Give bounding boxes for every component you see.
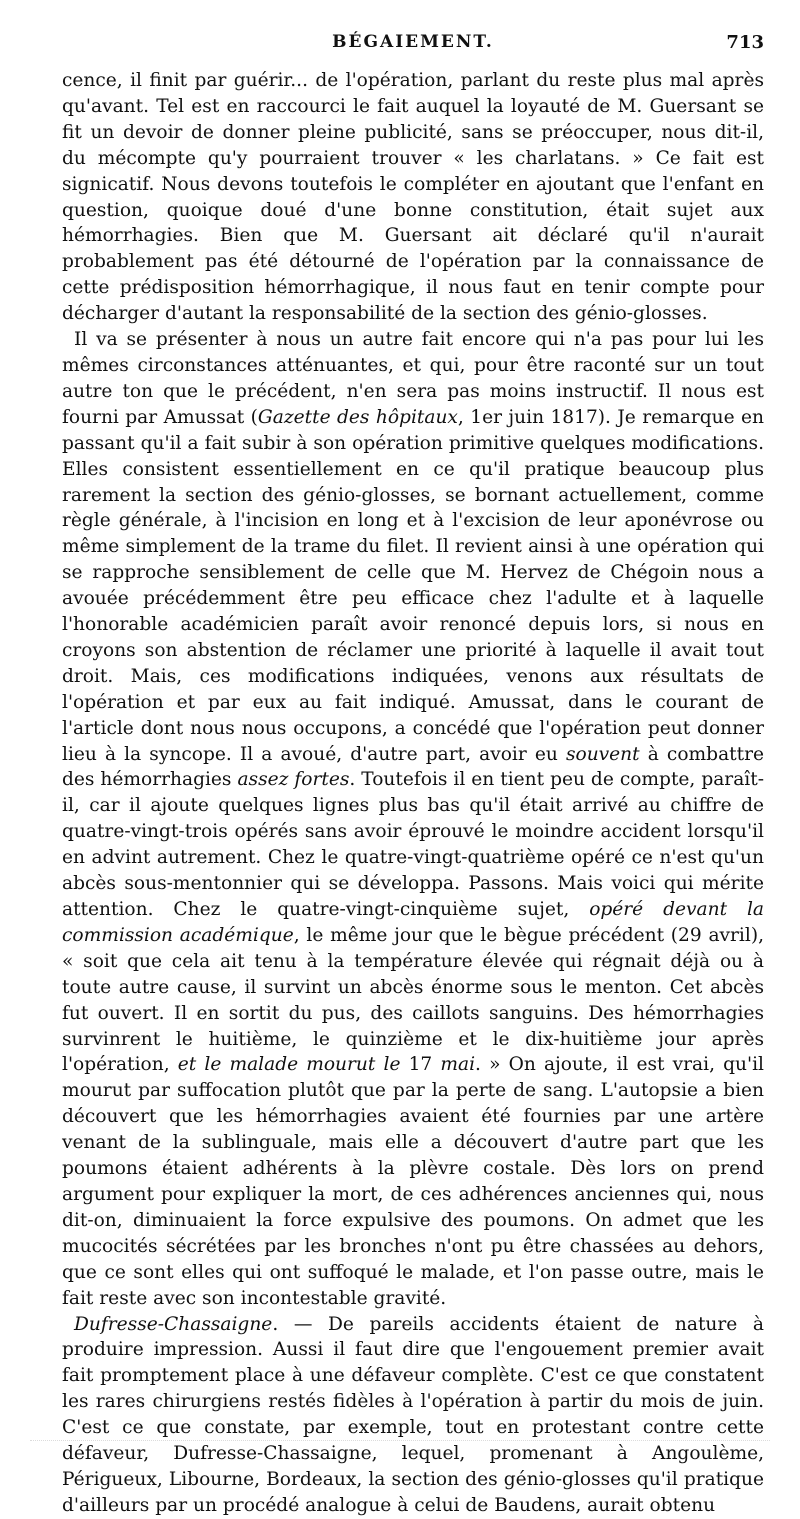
italic-run: assez fortes (237, 769, 350, 791)
text-run: à combattre des hémorrhagies (62, 743, 764, 791)
text-run: Il va se présenter à nous un autre fait encore qui n'a pas pour lui les mêmes circonstances atténuantes, et qui, pour être raconté sur un tout autre ton que le précédent, n'en sera pas moins instructif. Il nous est fourni par Amussat ( (62, 329, 764, 428)
italic-run: souvent (565, 743, 640, 765)
text-run: 17 (400, 1054, 441, 1076)
italic-run: opéré devant la commission académique (62, 899, 764, 946)
text-run: . Toutefois il en tient peu de compte, paraît-il, car il ajoute quelques lignes plus bas qu'il était arrivé au chiffre de quatre-vingt-trois opérés sans avoir éprouvé le moindre accident lorsqu'il en advint autrement. Chez le quatre-vingt-quatrième opéré ce n'est qu'un abcès sous-mentonnier qui se développa. Passons. Mais voici qui mérite attention. Chez le quatre-vingt-cinquième sujet, (62, 769, 764, 920)
paragraph (62, 68, 764, 327)
italic-run: Dufresse-Chassaigne (74, 1313, 273, 1335)
page-bottom-rule (30, 1440, 770, 1451)
paragraph (62, 1312, 764, 1519)
text-run: , le même jour que le bègue précédent (29 avril), « soit que cela ait tenu à la température élevée qui régnait déjà ou à toute autre cause, il survint un abcès énorme sous le menton. Cet abcès fut ouvert. Il en sortit du pus, des caillots sanguins. Des hémorrhagies survinrent le huitième, le quinzième et le dix-huitième jour après l'opération, (62, 924, 764, 1076)
text-run: . » On ajoute, il est vrai, qu'il mourut par suffocation plutôt que par la perte de sang. L'autopsie a bien découvert que les hémorrhagies avaient été fournies par une artère venant de la sublinguale, mais elle a découvert d'autre part que les poumons étaient adhérents à la plèvre costale. Dès lors on prend argument pour expliquer la mort, de ces adhérences anciennes qui, nous dit-on, diminuaient la force expulsive des poumons. On admet que les mucocités sécrétées par les bronches n'ont pu être chassées au dehors, que ce sont elles qui ont suffoqué le malade, et l'on passe outre, mais le fait reste avec son incontestable gravité. (62, 1054, 764, 1309)
body-text (62, 68, 764, 1519)
italic-run: Gazette des hôpitaux (257, 406, 458, 428)
text-run: cence, il finit par guérir... de l'opération, parlant du reste plus mal après qu'avant. Tel est en raccourci le fait auquel la loyauté de M. Guersant se fit un devoir de donner pleine publicité, sans se préoccuper, nous dit-il, du mécompte qu'y pourraient trouver « les charlatans. » Ce fait est signicatif. Nous devons toutefois le compléter en ajoutant que l'enfant en question, quoique doué d'une bonne constitution, était sujet aux hémorrhagies. Bien que M. Guersant ait déclaré qu'il n'aurait probablement pas été détourné de l'opération par la connaissance de cette prédisposition hémorrhagique, il nous faut en tenir compte pour décharger d'autant la responsabilité de la section des génio-glosses. (62, 70, 764, 325)
paragraph (62, 327, 764, 1311)
running-header (62, 30, 764, 62)
italic-run: et le malade mourut le (177, 1054, 401, 1076)
page-number: 713 (726, 32, 764, 53)
text-run: , 1er juin 1817). Je remarque en passant qu'il a fait subir à son opération primitive quelques modifications. Elles consistent essentiellement en ce qu'il pratique beaucoup plus rarement la section des génio-glosses, se bornant actuellement, comme règle générale, à l'incision en long et à l'excision de leur aponévrose ou même simplement de la trame du filet. Il revient ainsi à une opération qui se rapproche sensiblement de celle que M. Hervez de Chégoin nous a avouée précédemment être peu efficace chez l'adulte et à laquelle l'honorable académicien paraît avoir renoncé depuis lors, si nous en croyons son abstention de réclamer une priorité à laquelle il avait tout droit. Mais, ces modifications indiquées, venons aux résultats de l'opération et par eux au fait indiqué. Amussat, dans le courant de l'article dont nous nous occupons, a concédé que l'opération peut donner lieu à la syncope. Il a avoué, d'autre part, avoir eu (62, 406, 764, 765)
text-run: . — De pareils accidents étaient de nature à produire impression. Aussi il faut dire que l'engouement premier avait fait promptement place à une défaveur complète. C'est ce que constatent les rares chirurgiens restés fidèles à l'opération à partir du mois de juin. C'est ce que constate, par exemple, tout en protestant contre cette défaveur, Dufresse-Chassaigne, lequel, promenant à Angoulème, Périgueux, Libourne, Bordeaux, la section des génio-glosses qu'il pratique d'ailleurs par un procédé analogue à celui de Baudens, aurait obtenu (62, 1313, 764, 1516)
italic-run: mai (440, 1054, 476, 1076)
running-title: BÉGAIEMENT. (332, 32, 494, 52)
